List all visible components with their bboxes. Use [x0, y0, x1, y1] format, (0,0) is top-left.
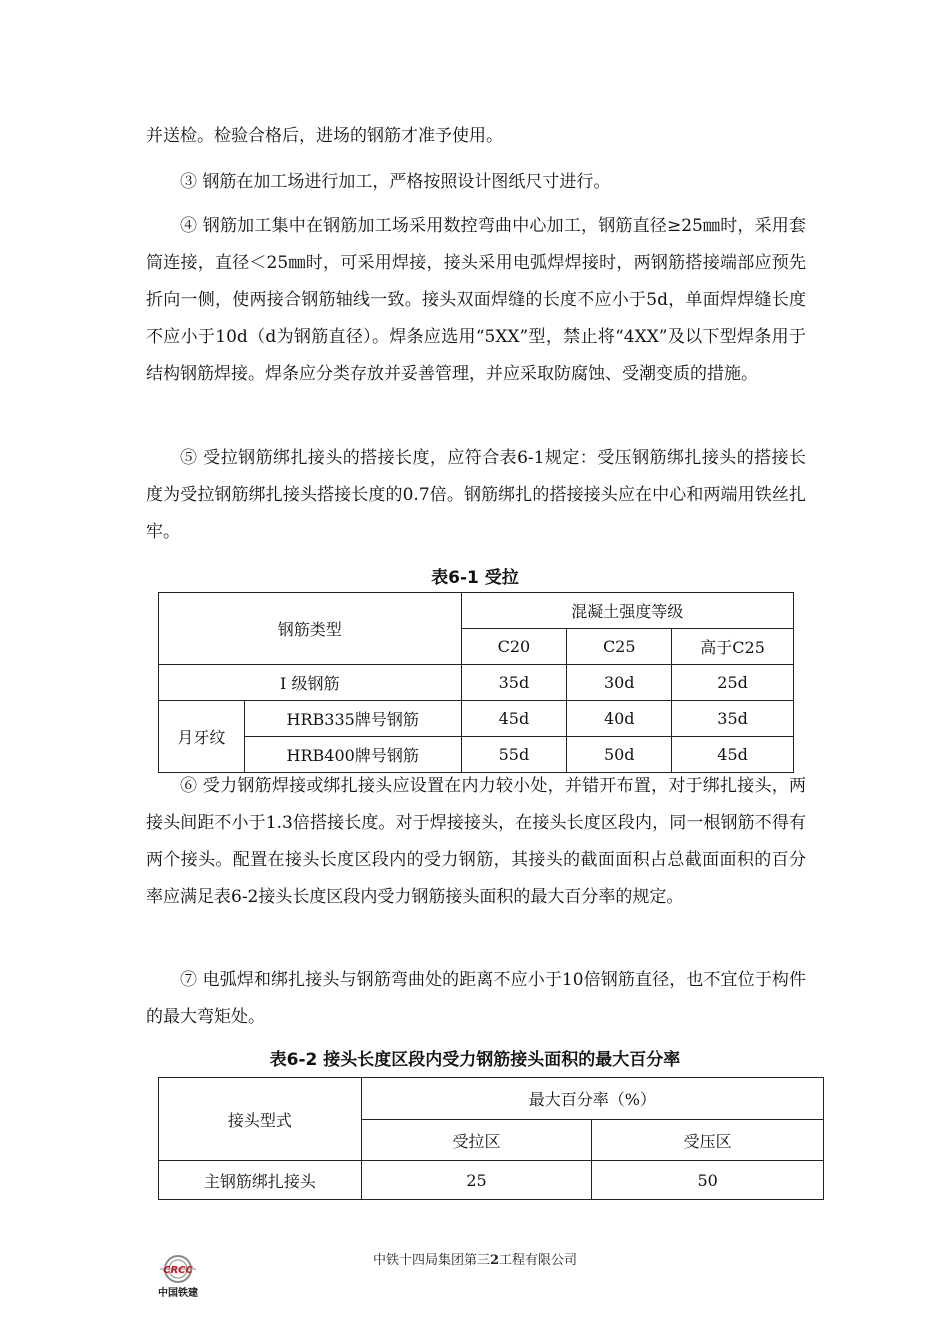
table2-caption: 表6-2 接头长度区段内受力钢筋接头面积的最大百分率	[269, 1050, 681, 1070]
footer-company-after: 工程有限公司	[499, 1253, 578, 1268]
table1-cell: 55d	[461, 737, 567, 773]
paragraph-2: ③ 钢筋在加工场进行加工，严格按照设计图纸尺寸进行。	[180, 172, 611, 192]
paragraph-5: ⑥ 受力钢筋焊接或绑扎接头应设置在内力较小处，并错开布置，对于绑扎接头，两接头间距不小于1.3倍搭接长度。对于焊接接头，在接头长度区段内，同一根钢筋不得有两个接头。配置在接头长度区段内的受力钢筋，其接头的截面面积占总截面面积的百分率应满足表6-2接头长度区段内受力钢筋接头面积的最大百分率的规定。	[146, 776, 806, 907]
table1-row-label: Ⅰ 级钢筋	[159, 665, 462, 701]
table2-zone-compression: 受压区	[592, 1120, 824, 1161]
table-row	[159, 665, 794, 701]
table1-grade-above-c25: 高于C25	[672, 629, 794, 665]
table2-cell: 25	[361, 1161, 592, 1200]
svg-text:中国铁建: 中国铁建	[158, 1288, 198, 1299]
table1-header-grade: 混凝土强度等级	[461, 593, 794, 629]
table2-row-label: 主钢筋绑扎接头	[159, 1161, 362, 1200]
table1-cell: 45d	[461, 701, 567, 737]
table-6-2	[158, 1077, 824, 1200]
table1-row-label: HRB400牌号钢筋	[244, 737, 461, 773]
table1-group-label: 月牙纹	[159, 701, 245, 773]
table1-grade-c20: C20	[461, 629, 567, 665]
table1-caption: 表6-1 受拉	[431, 568, 519, 588]
paragraph-4: ⑤ 受拉钢筋绑扎接头的搭接长度，应符合表6-1规定：受压钢筋绑扎接头的搭接长度为受拉钢筋绑扎接头搭接长度的0.7倍。钢筋绑扎的搭接接头应在中心和两端用铁丝扎牢。	[146, 448, 806, 542]
page-number: 2	[489, 1253, 500, 1268]
table1-cell: 50d	[567, 737, 672, 773]
table1-cell: 30d	[567, 665, 672, 701]
paragraph-1: 并送检。检验合格后，进场的钢筋才准予使用。	[146, 126, 503, 146]
table1-grade-c25: C25	[567, 629, 672, 665]
table2-header-max: 最大百分率（%）	[361, 1078, 823, 1120]
paragraph-6: ⑦ 电弧焊和绑扎接头与钢筋弯曲处的距离不应小于10倍钢筋直径，也不宜位于构件的最大弯矩处。	[146, 970, 806, 1027]
table2-header-type: 接头型式	[159, 1078, 362, 1161]
table1-cell: 40d	[567, 701, 672, 737]
table-row	[159, 1161, 824, 1200]
footer-company-before: 中铁十四局集团第三	[372, 1253, 490, 1268]
table1-cell: 45d	[672, 737, 794, 773]
table1-cell: 25d	[672, 665, 794, 701]
table1-header-type: 钢筋类型	[159, 593, 462, 665]
table2-zone-tension: 受拉区	[361, 1120, 592, 1161]
table-row	[159, 701, 794, 737]
paragraph-3: ④ 钢筋加工集中在钢筋加工场采用数控弯曲中心加工，钢筋直径≥25㎜时，采用套筒连接，直径＜25㎜时，可采用焊接，接头采用电弧焊焊接时，两钢筋搭接端部应预先折向一侧，使两接合钢筋轴线一致。接头双面焊缝的长度不应小于5d，单面焊焊缝长度不应小于10d（d为钢筋直径）。焊条应选用“5XX”型，禁止将“4XX”及以下型焊条用于结构钢筋焊接。焊条应分类存放并妥善管理，并应采取防腐蚀、受潮变质的措施。	[146, 216, 806, 384]
table-6-1	[158, 592, 794, 773]
table2-cell: 50	[592, 1161, 824, 1200]
table1-cell: 35d	[461, 665, 567, 701]
table1-cell: 35d	[672, 701, 794, 737]
footer-company	[0, 1249, 950, 1268]
table1-row-label: HRB335牌号钢筋	[244, 701, 461, 737]
svg-text:CRCC: CRCC	[163, 1265, 193, 1276]
